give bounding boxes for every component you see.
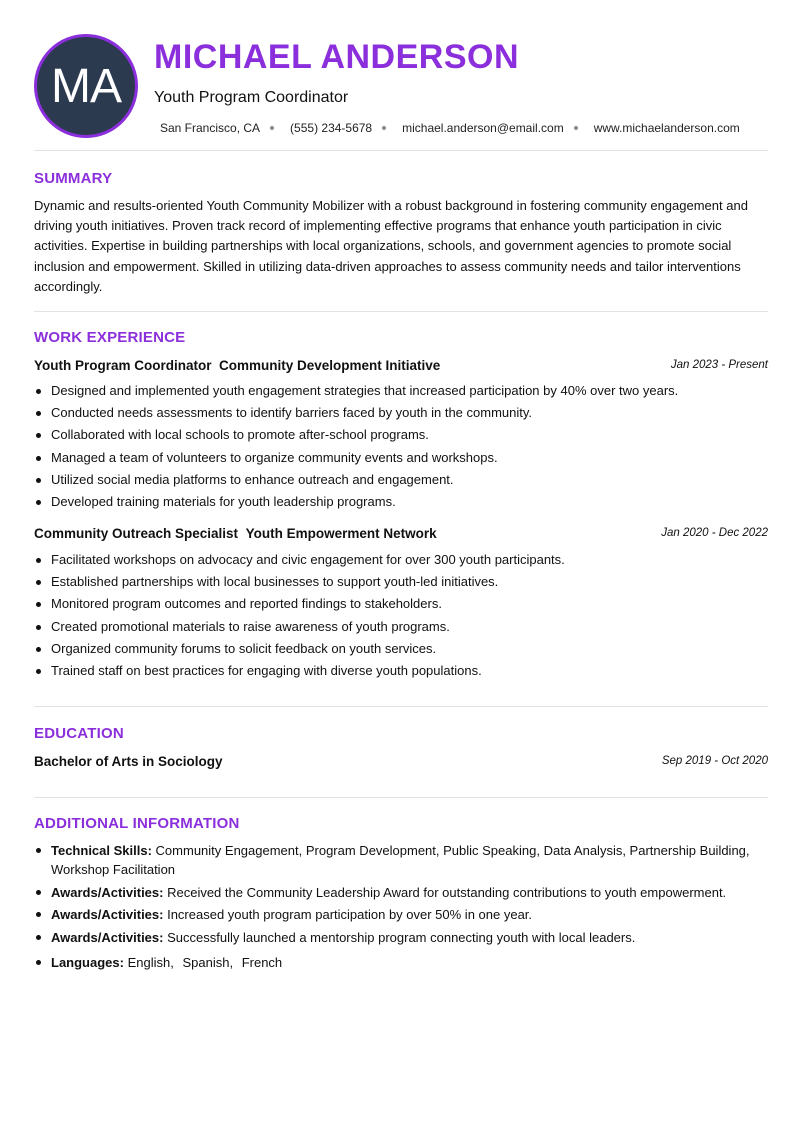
item-text: Received the Community Leadership Award for outstanding contributions to youth empowerment.: [167, 884, 727, 900]
list-item: [34, 841, 768, 879]
separator-dot-icon: [574, 126, 578, 130]
list-item: [34, 928, 768, 947]
contact-line: [160, 121, 740, 135]
item-text: Increased youth program participation by over 50% in one year.: [167, 907, 533, 922]
list-item: [34, 905, 768, 924]
item-label: Awards/Activities:: [51, 929, 164, 945]
education-dates: Sep 2019 - Oct 2020: [661, 755, 768, 767]
list-item: Collaborated with local schools to promote after-school programs.: [34, 424, 768, 446]
job-header: [34, 358, 768, 376]
separator-dot-icon: [270, 126, 274, 130]
contact-phone: (555) 234-5678: [290, 121, 373, 135]
resume-header: [34, 34, 768, 138]
list-item: Managed a team of volunteers to organize community events and workshops.: [34, 447, 768, 469]
divider: [34, 797, 768, 798]
job-bullet-list: [34, 380, 768, 513]
job-role: Youth Program Coordinator: [34, 358, 212, 373]
list-item: Created promotional materials to raise awareness of youth programs.: [34, 616, 768, 638]
summary-heading: SUMMARY: [34, 170, 113, 187]
contact-website[interactable]: www.michaelanderson.com: [593, 121, 740, 135]
work-experience-heading: WORK EXPERIENCE: [34, 329, 186, 346]
job-dates: Jan 2023 - Present: [670, 359, 768, 371]
list-item: Utilized social media platforms to enhance outreach and engagement.: [34, 469, 768, 491]
candidate-name: MICHAEL ANDERSON: [154, 38, 520, 76]
list-item: Designed and implemented youth engagement strategies that increased participation by 40% over two years.: [34, 380, 768, 402]
contact-location: San Francisco, CA: [160, 121, 261, 135]
avatar: [34, 34, 138, 138]
list-item: [34, 883, 768, 902]
summary-text: Dynamic and results-oriented Youth Community Mobilizer with a robust background in fostering community engagement and driving youth initiatives. Proven track record of implementing effective programs that enhance youth participation in civic activities. Expertise in building partnerships with local organizations, schools, and government agencies to promote social inclusion and empowerment. Skilled in utilizing data-driven approaches to assess community needs and tailor interventions accordingly.: [34, 198, 748, 294]
list-item: Established partnerships with local businesses to support youth-led initiatives.: [34, 571, 768, 593]
item-label: Awards/Activities:: [51, 884, 164, 900]
education-entry: [34, 754, 768, 772]
list-item: Developed training materials for youth leadership programs.: [34, 491, 768, 513]
language: French: [241, 955, 283, 970]
job-role: Community Outreach Specialist: [34, 526, 239, 541]
divider: [34, 150, 768, 151]
job-dates: Jan 2020 - Dec 2022: [661, 527, 768, 539]
item-text: Successfully launched a mentorship program connecting youth with local leaders.: [167, 929, 636, 945]
education-heading: EDUCATION: [34, 725, 124, 742]
divider: [34, 706, 768, 707]
item-label: Awards/Activities:: [51, 907, 164, 922]
item-text: Community Engagement, Program Development, Public Speaking, Data Analysis, Partnership Building, Workshop Facilitation: [51, 843, 750, 877]
separator-dot-icon: [382, 126, 386, 130]
candidate-title: Youth Program Coordinator: [154, 89, 349, 106]
degree-name: Bachelor of Arts in Sociology: [34, 754, 223, 769]
job-organization: Youth Empowerment Network: [245, 526, 437, 541]
list-item: Facilitated workshops on advocacy and civic engagement for over 300 youth participants.: [34, 549, 768, 571]
avatar-initials: MA: [51, 59, 121, 113]
item-label: Technical Skills:: [51, 843, 152, 858]
job-bullet-list: [34, 549, 768, 682]
additional-info-heading: ADDITIONAL INFORMATION: [34, 815, 240, 832]
job-organization: Community Development Initiative: [219, 358, 441, 373]
item-label: Languages:: [51, 955, 124, 970]
job-title-line: [34, 526, 437, 541]
list-item: Organized community forums to solicit feedback on youth services.: [34, 638, 768, 660]
divider: [34, 311, 768, 312]
job-title-line: [34, 358, 440, 373]
list-item: Trained staff on best practices for engaging with diverse youth populations.: [34, 660, 768, 682]
language: English,: [127, 955, 174, 970]
additional-info-list: [34, 841, 768, 976]
language: Spanish,: [182, 955, 234, 970]
list-item: Monitored program outcomes and reported findings to stakeholders.: [34, 593, 768, 615]
contact-email[interactable]: michael.anderson@email.com: [402, 121, 564, 135]
job-header: [34, 526, 768, 544]
list-item: Conducted needs assessments to identify barriers faced by youth in the community.: [34, 402, 768, 424]
list-item-languages: [34, 953, 768, 972]
